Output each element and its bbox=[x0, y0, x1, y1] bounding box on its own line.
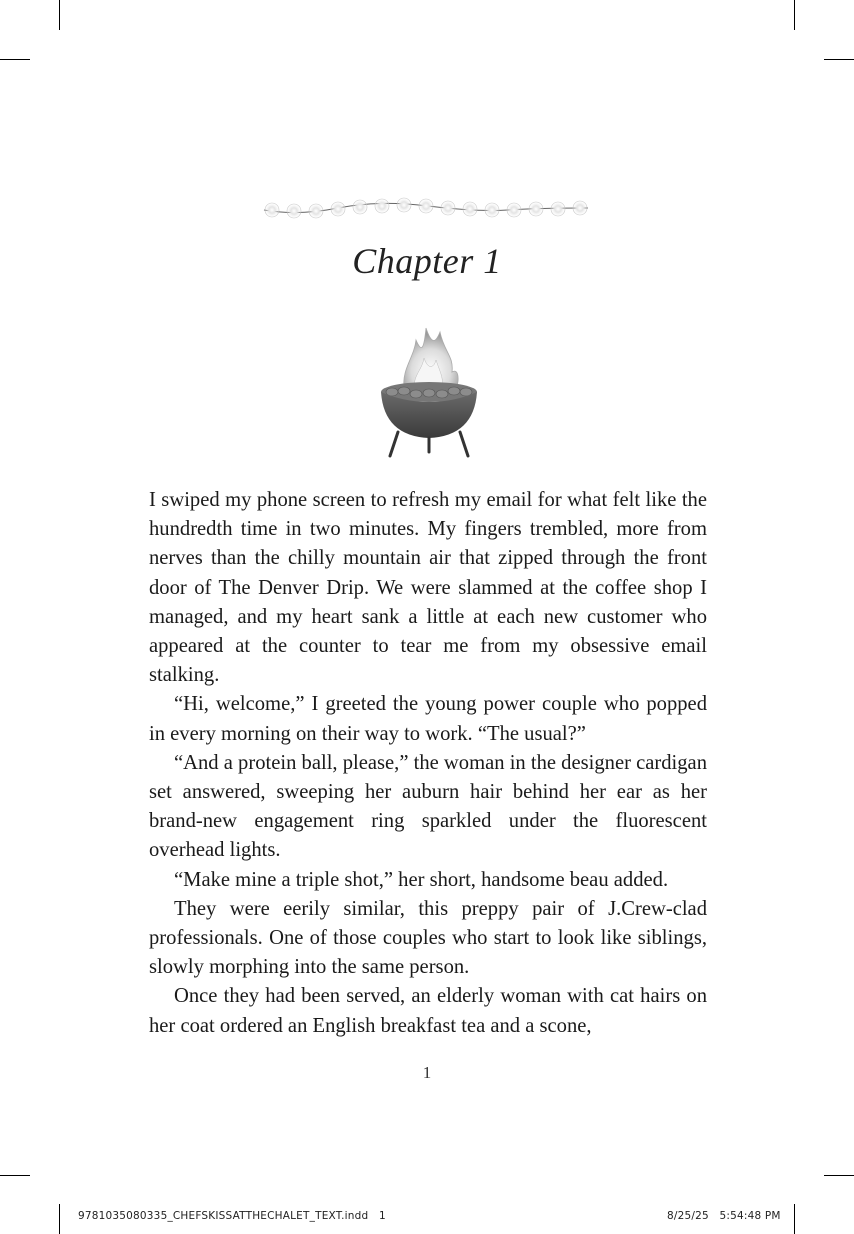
paragraph: Once they had been served, an elderly woman with cat hairs on her coat ordered an English breakfast tea and a scone, bbox=[149, 985, 707, 1037]
crop-mark-bottom-right bbox=[794, 1204, 795, 1234]
chapter-title: Chapter 1 bbox=[352, 241, 502, 281]
paragraph: I swiped my phone screen to refresh my email for what felt like the hundredth time in two minutes. My fingers trembled, more from nerves than the chilly mountain air that zipped through the front door of The Denver Drip. We were slammed at the coffee shop I managed, and my heart sank a little at each new customer who appeared at the counter to tear me from my obsessive email stalking. bbox=[149, 489, 707, 687]
crop-mark-bottom-right bbox=[824, 1175, 854, 1176]
slug-filename: 9781035080335_CHEFSKISSATTHECHALET_TEXT.indd 1 bbox=[78, 1210, 386, 1222]
string-lights-icon bbox=[258, 192, 594, 224]
page-number: 1 bbox=[422, 1063, 432, 1082]
crop-mark-bottom-left bbox=[59, 1204, 60, 1234]
crop-mark-top-left bbox=[59, 0, 60, 30]
paragraph: “Make mine a triple shot,” her short, handsome beau added. bbox=[174, 868, 669, 891]
crop-mark-top-left bbox=[0, 59, 30, 60]
paragraph: “Hi, welcome,” I greeted the young power couple who popped in every morning on their way to work. “The usual?” bbox=[149, 693, 707, 745]
chapter-body bbox=[149, 486, 707, 1041]
crop-mark-top-right bbox=[824, 59, 854, 60]
slug-timestamp: 8/25/25 5:54:48 PM bbox=[667, 1210, 781, 1222]
fire-pit-icon bbox=[374, 318, 484, 460]
crop-mark-top-right bbox=[794, 0, 795, 30]
paragraph: They were eerily similar, this preppy pair of J.Crew-clad professionals. One of those couples who start to look like siblings, slowly morphing into the same person. bbox=[149, 897, 707, 979]
crop-mark-bottom-left bbox=[0, 1175, 30, 1176]
paragraph: “And a protein ball, please,” the woman in the designer cardigan set answered, sweeping her auburn hair behind her ear as her brand-new engagement ring sparkled under the fluorescent overhead lights. bbox=[149, 751, 707, 862]
